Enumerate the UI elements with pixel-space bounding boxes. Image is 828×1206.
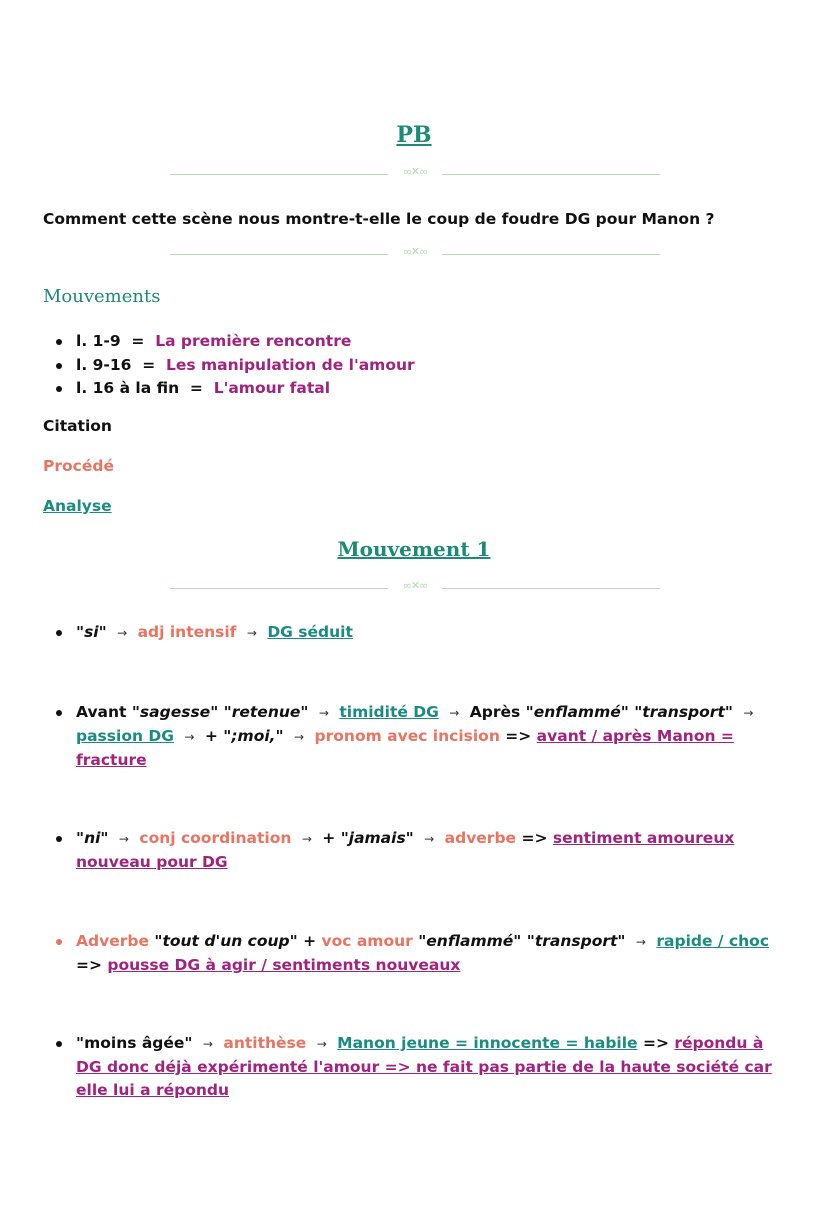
analyse: Manon jeune = innocente = habile: [337, 1034, 638, 1052]
ornament-icon: ∞✕∞: [402, 165, 428, 178]
list-item: [52, 930, 792, 977]
list-item: [52, 701, 792, 772]
equals-sign: =: [189, 379, 203, 397]
analyse: DG séduit: [267, 623, 353, 641]
list-item: [52, 1032, 792, 1102]
ornament-divider: [170, 579, 660, 594]
arrow-icon: →: [743, 706, 754, 720]
list-item: [52, 621, 792, 645]
arrow-icon: →: [424, 832, 435, 846]
mouvements-list: [52, 330, 415, 401]
plus-sign: +: [303, 932, 317, 950]
line-ref: l. 16 à la fin: [76, 379, 180, 397]
problem-question: Comment cette scène nous montre-t-elle le coup de foudre DG pour Manon ?: [43, 210, 715, 228]
analyse: timidité DG: [339, 703, 439, 721]
citation: "si": [76, 623, 107, 641]
conclusion: sentiment amoureux nouveau pour DG: [76, 829, 735, 871]
implies-sign: =>: [642, 1034, 669, 1052]
word: Après: [469, 703, 521, 721]
mouvements-heading: Mouvements: [43, 286, 161, 307]
plus-sign: +: [322, 829, 336, 847]
procede: antithèse: [223, 1034, 307, 1052]
movement-label: Les manipulation de l'amour: [165, 355, 415, 374]
equals-sign: =: [142, 355, 156, 374]
equals-sign: =: [131, 332, 145, 350]
conclusion: pousse DG à agir / sentiments nouveaux: [107, 956, 461, 974]
arrow-icon: →: [246, 626, 257, 640]
analyse: rapide / choc: [656, 932, 770, 950]
arrow-icon: →: [449, 706, 460, 720]
section-title: Mouvement 1: [337, 537, 491, 561]
arrow-icon: →: [117, 626, 128, 640]
procede: Adverbe: [76, 932, 149, 950]
ornament-icon: ∞✕∞: [402, 579, 428, 592]
line-ref: l. 1-9: [76, 332, 121, 350]
list-item: [52, 827, 792, 874]
arrow-icon: →: [294, 730, 305, 744]
page-title: PB: [396, 122, 432, 148]
citation: "enflammé" "transport": [525, 703, 733, 721]
word: Avant: [76, 703, 127, 721]
implies-sign: =>: [76, 956, 102, 974]
ornament-divider: [170, 165, 660, 180]
citation: "moins âgée": [76, 1034, 193, 1052]
procede: voc amour: [321, 932, 413, 950]
citation: "enflammé" "transport": [418, 932, 626, 950]
ornament-divider: [170, 245, 660, 260]
bullet-icon: [52, 621, 66, 644]
procede: adj intensif: [137, 623, 237, 641]
plus-sign: +: [204, 727, 218, 745]
arrow-icon: →: [301, 832, 312, 846]
implies-sign: =>: [505, 727, 532, 745]
list-item: [52, 377, 415, 401]
analyse: passion DG: [76, 727, 174, 745]
procede: adverbe: [444, 829, 517, 847]
arrow-icon: →: [118, 832, 129, 846]
legend-procede: Procédé: [43, 457, 114, 475]
arrow-icon: →: [184, 730, 195, 744]
conclusion: répondu à DG donc déjà expérimenté l'amour => ne fait pas partie de la haute société car elle lui a répondu: [76, 1034, 772, 1099]
arrow-icon: →: [316, 1037, 327, 1051]
movement-label: La première rencontre: [155, 332, 352, 350]
arrow-icon: →: [202, 1037, 213, 1051]
bullet-icon: [52, 701, 66, 724]
legend-analyse: Analyse: [43, 497, 112, 515]
bullet-icon: [52, 1032, 66, 1055]
bullet-icon: [52, 827, 66, 850]
list-item: [52, 354, 415, 378]
procede: pronom avec incision: [314, 727, 500, 745]
citation: "sagesse" "retenue": [131, 703, 309, 721]
line-ref: l. 9-16: [76, 355, 132, 374]
list-item: [52, 330, 415, 354]
citation: "tout d'un coup": [154, 932, 298, 950]
citation: ";moi,": [223, 727, 284, 745]
citation: "ni": [76, 829, 109, 847]
arrow-icon: →: [318, 706, 329, 720]
movement-label: L'amour fatal: [213, 379, 331, 397]
arrow-icon: →: [635, 935, 646, 949]
conclusion: avant / après Manon = fracture: [76, 727, 734, 769]
legend-citation: Citation: [43, 417, 112, 435]
citation: "jamais": [340, 829, 414, 847]
implies-sign: =>: [521, 829, 548, 847]
procede: conj coordination: [139, 829, 292, 847]
bullet-icon: [52, 930, 66, 953]
ornament-icon: ∞✕∞: [402, 245, 428, 258]
